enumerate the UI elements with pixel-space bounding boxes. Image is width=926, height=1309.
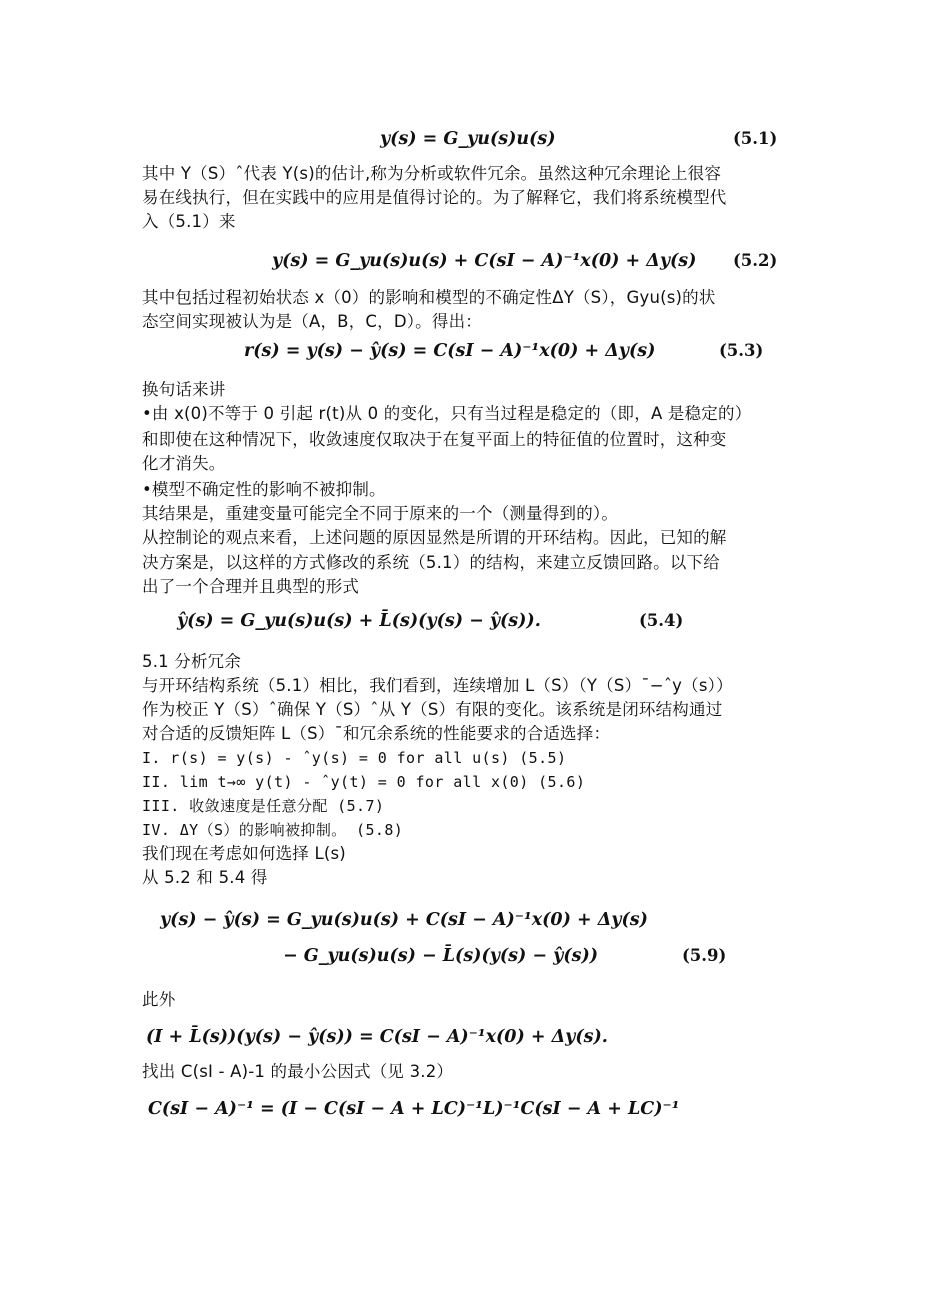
paragraph-line: 决方案是，以这样的方式修改的系统（5.1）的结构，来建立反馈回路。以下给 xyxy=(142,553,720,572)
paragraph-line: 出了一个合理并且典型的形式 xyxy=(142,577,360,596)
paragraph-line: 从 5.2 和 5.4 得 xyxy=(142,868,268,887)
equation-5-3: r(s) = y(s) − ŷ(s) = C(sI − A)⁻¹x(0) + Δy(s) xyxy=(244,341,656,361)
paragraph-line: 化才消失。 xyxy=(142,454,226,473)
paragraph-line: 与开环结构系统（5.1）相比，我们看到，连续增加 L（S）（Y（S）¯−ˆy（s）） xyxy=(142,676,733,695)
equation-unnumbered-2: C(sI − A)⁻¹ = (I − C(sI − A + LC)⁻¹L)⁻¹C(sI − A + LC)⁻¹ xyxy=(148,1099,680,1119)
equation-number-5-1: (5.1) xyxy=(733,129,778,148)
paragraph-line: 我们现在考虑如何选择 L(s) xyxy=(142,844,346,863)
paragraph-line: 易在线执行，但在实践中的应用是值得讨论的。为了解释它，我们将系统模型代 xyxy=(142,188,727,207)
equation-5-9-line-2: − G_yu(s)u(s) − L̄(s)(y(s) − ŷ(s)) xyxy=(283,946,599,966)
equation-5-4: ŷ(s) = G_yu(s)u(s) + L̄(s)(y(s) − ŷ(s)). xyxy=(177,611,541,631)
paragraph-line: 找出 C(sI - A)-1 的最小公因式（见 3.2） xyxy=(142,1062,454,1081)
paragraph-line: 作为校正 Y（S）ˆ确保 Y（S）ˆ从 Y（S）有限的变化。该系统是闭环结构通过 xyxy=(142,700,723,719)
requirement-item: III. 收敛速度是任意分配 (5.7) xyxy=(142,797,385,815)
requirement-item: II. lim t→∞ y(t) - ˆy(t) = 0 for all x(0) (5.6) xyxy=(142,773,586,791)
equation-number-5-4: (5.4) xyxy=(639,611,684,630)
bullet-line: •模型不确定性的影响不被抑制。 xyxy=(142,480,386,499)
section-title: 5.1 分析冗余 xyxy=(142,652,242,671)
paragraph-line: 此外 xyxy=(142,990,176,1009)
equation-5-1: y(s) = G_yu(s)u(s) xyxy=(380,129,556,149)
equation-5-2: y(s) = G_yu(s)u(s) + C(sI − A)⁻¹x(0) + Δy(s) xyxy=(272,251,697,271)
paragraph-line: 对合适的反馈矩阵 L（S）¯和冗余系统的性能要求的合适选择： xyxy=(142,724,611,743)
equation-unnumbered-1: (I + L̄(s))(y(s) − ŷ(s)) = C(sI − A)⁻¹x(0) + Δy(s). xyxy=(146,1027,608,1047)
paragraph-line: 态空间实现被认为是（A，B，C，D）。得出： xyxy=(142,312,482,331)
requirement-item: IV. ΔY（S）的影响被抑制。 (5.8) xyxy=(142,821,404,839)
paragraph-line: 从控制论的观点来看，上述问题的原因显然是所谓的开环结构。因此，已知的解 xyxy=(142,528,727,547)
bullet-line: •由 x(0)不等于 0 引起 r(t)从 0 的变化，只有当过程是稳定的（即，A 是稳定的） xyxy=(142,404,752,423)
paragraph-line: 其中包括过程初始状态 x（0）的影响和模型的不确定性ΔY（S），Gyu(s)的状 xyxy=(142,288,716,307)
paragraph-line: 其结果是，重建变量可能完全不同于原来的一个（测量得到的）。 xyxy=(142,504,619,523)
equation-number-5-3: (5.3) xyxy=(719,341,764,360)
paragraph-line: 换句话来讲 xyxy=(142,380,226,399)
equation-number-5-2: (5.2) xyxy=(733,251,778,270)
paragraph-line: 和即使在这种情况下，收敛速度仅取决于在复平面上的特征值的位置时，这种变 xyxy=(142,430,727,449)
paragraph-line: 其中 Y（S）ˆ代表 Y(s)的估计,称为分析或软件冗余。虽然这种冗余理论上很容 xyxy=(142,164,722,183)
equation-number-5-9: (5.9) xyxy=(682,946,727,965)
requirement-item: I. r(s) = y(s) - ˆy(s) = 0 for all u(s) (5.5) xyxy=(142,749,567,767)
equation-5-9-line-1: y(s) − ŷ(s) = G_yu(s)u(s) + C(sI − A)⁻¹x(0) + Δy(s) xyxy=(160,910,648,930)
paragraph-line: 入（5.1）来 xyxy=(142,212,236,231)
